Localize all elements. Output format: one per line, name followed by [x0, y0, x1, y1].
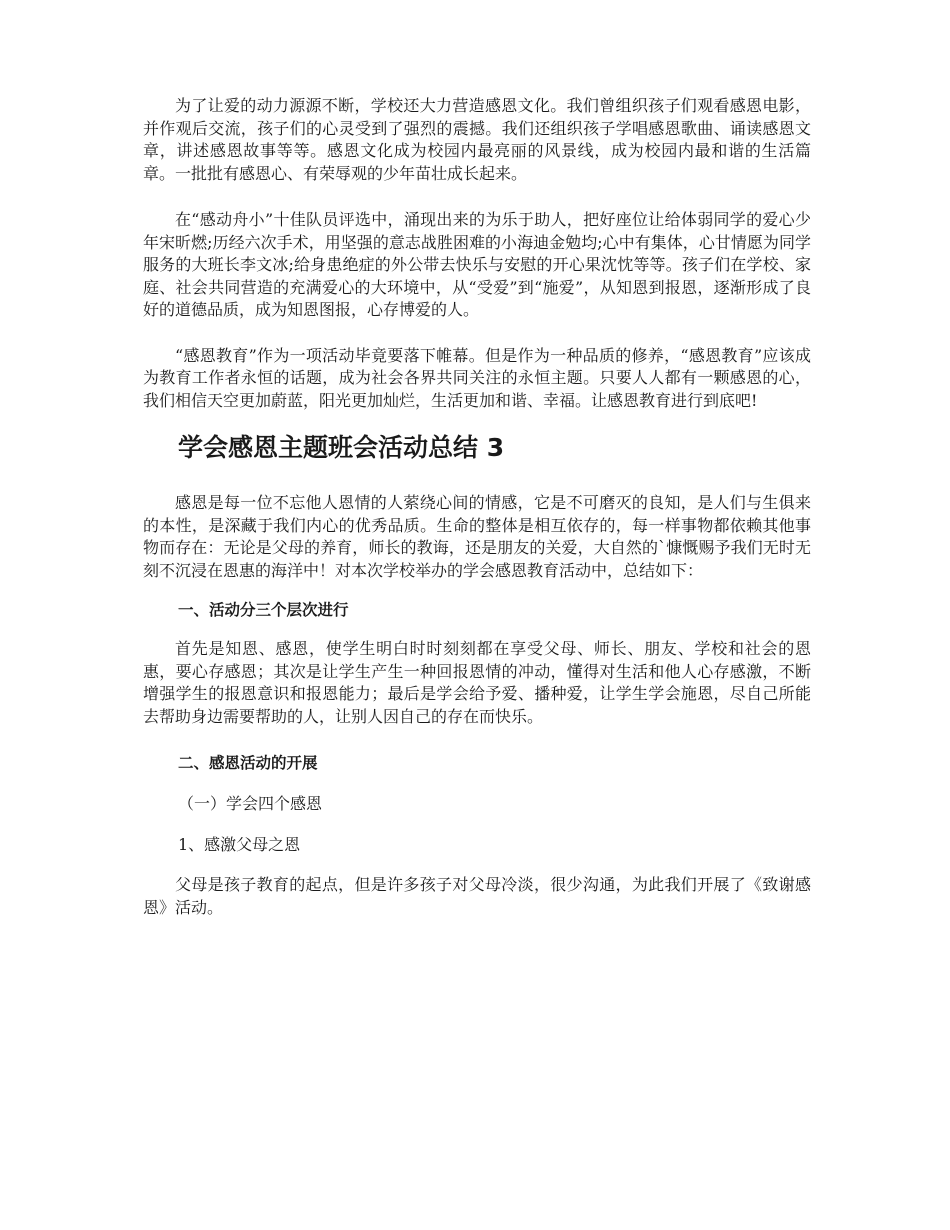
section-heading: 学会感恩主题班会活动总结 3: [178, 433, 505, 462]
paragraph-moving-students: 在“感动舟小”十佳队员评选中，涌现出来的为乐于助人，把好座位让给体弱同学的爱心少年宋昕燃;历经六次手术，用坚强的意志战胜困难的小海迪金勉均;心中有集体，心甘情愿为同学服务的大班长李文冰;给身患绝症的外公带去快乐与安慰的开心果沈忱等等。孩子们在学校、家庭、社会共同营造的充满爱心的大环境中，从“受爱”到“施爱”，从知恩到报恩，逐渐形成了良好的道德品质，成为知恩图报，心存博爱的人。: [143, 210, 811, 319]
document-page: [143, 95, 811, 919]
paragraph-gratitude-intro: 感恩是每一位不忘他人恩情的人萦绕心间的情感，它是不可磨灭的良知，是人们与生俱来的本性，是深藏于我们内心的优秀品质。生命的整体是相互依存的，每一样事物都依赖其他事物而存在：无论是父母的养育，师长的教诲，还是朋友的关爱，大自然的`慷慨赐予我们无时无刻不沉浸在恩惠的海洋中！对本次学校举办的学会感恩教育活动中，总结如下：: [143, 493, 811, 580]
item-parents-gratitude: 1、感激父母之恩: [178, 835, 301, 854]
paragraph-three-levels: 首先是知恩、感恩，使学生明白时时刻刻都在享受父母、师长、朋友、学校和社会的恩惠，要心存感恩；其次是让学生产生一种回报恩情的冲动，懂得对生活和他人心存感激，不断增强学生的报恩意识和报恩能力；最后是学会给予爱、播种爱，让学生学会施恩，尽自己所能去帮助身边需要帮助的人，让别人因自己的存在而快乐。: [143, 639, 811, 726]
paragraph-conclusion: “感恩教育”作为一项活动毕竟要落下帷幕。但是作为一种品质的修养，“感恩教育”应该成为教育工作者永恒的话题，成为社会各界共同关注的永恒主题。只要人人都有一颗感恩的心，我们相信天空更加蔚蓝，阳光更加灿烂，生活更加和谐、幸福。让感恩教育进行到底吧!: [143, 345, 811, 410]
subheading-activities: 二、感恩活动的开展: [178, 754, 318, 772]
subsection-four-gratitudes: （一）学会四个感恩: [178, 794, 323, 813]
paragraph-culture: 为了让爱的动力源源不断，学校还大力营造感恩文化。我们曾组织孩子们观看感恩电影，并作观后交流，孩子们的心灵受到了强烈的震撼。我们还组织孩子学唱感恩歌曲、诵读感恩文章，讲述感恩故事等等。感恩文化成为校园内最亮丽的风景线，成为校园内最和谐的生活篇章。一批批有感恩心、有荣辱观的少年苗壮成长起来。: [143, 96, 811, 183]
subheading-three-levels: 一、活动分三个层次进行: [178, 601, 349, 619]
paragraph-parents: 父母是孩子教育的起点，但是许多孩子对父母冷淡，很少沟通，为此我们开展了《致谢感恩》活动。: [143, 875, 811, 917]
